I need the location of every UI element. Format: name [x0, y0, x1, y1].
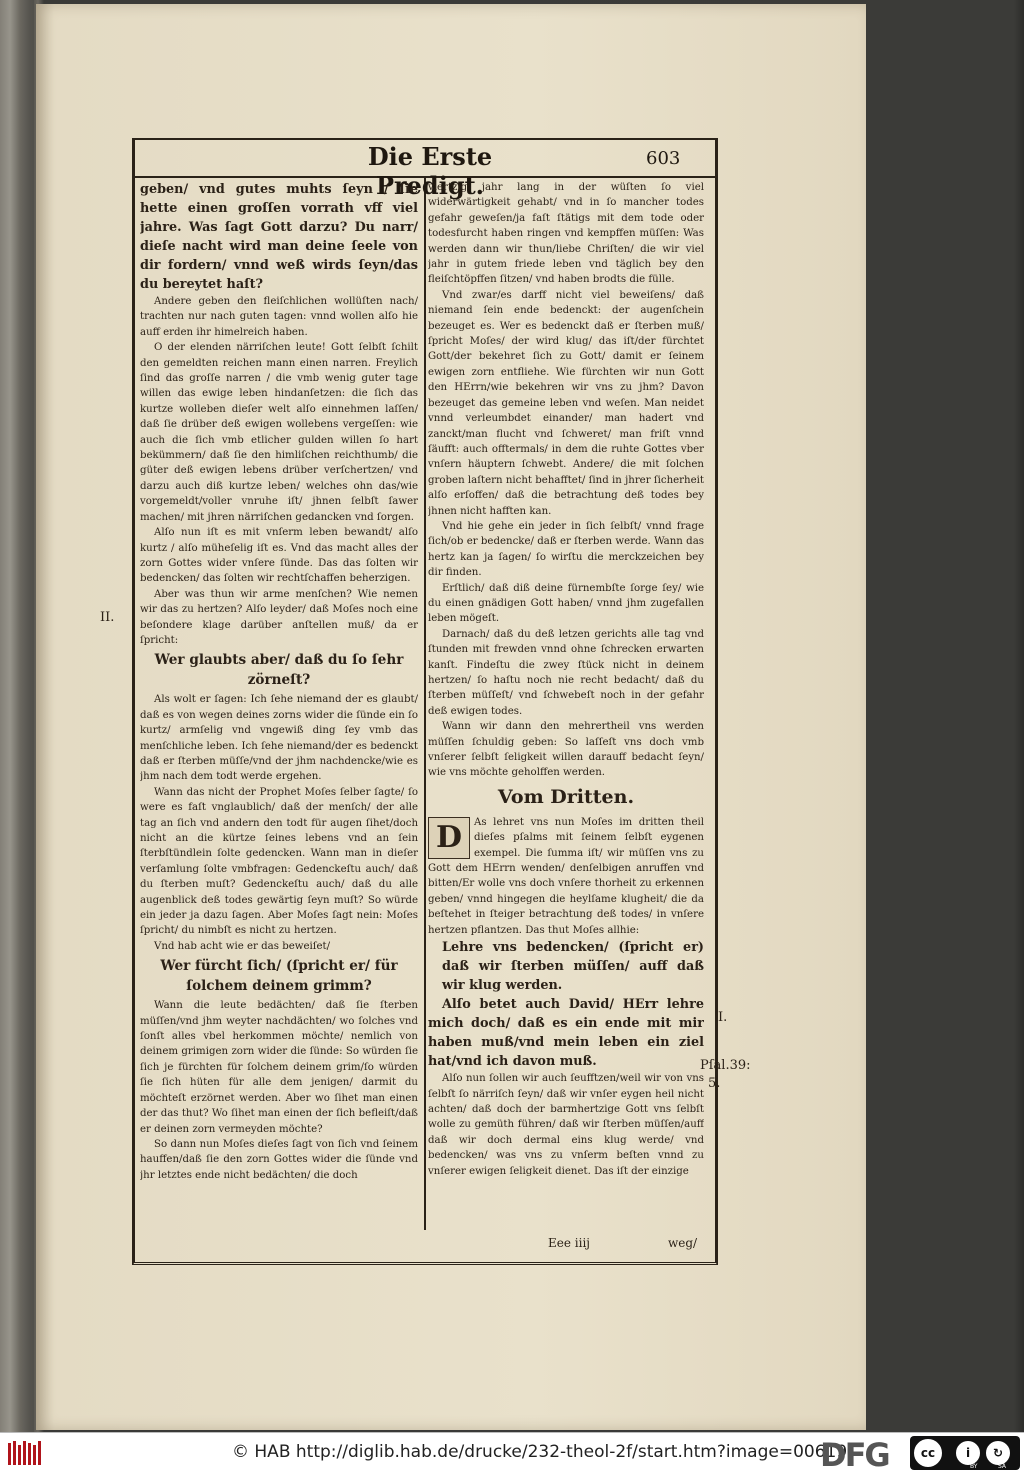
- paragraph: Aber was thun wir arme menſchen? Wie nemen wir das zu hertzen? Alſo leyder/ daß Moſes noch eine beſondere klage darüber anſtellen muß/ da er ſpricht:: [140, 588, 418, 646]
- signature-mark: Eee iiij: [548, 1236, 591, 1250]
- left-column: [140, 180, 418, 1228]
- paragraph: O der elenden närriſchen leute! Gott ſelbſt ſchilt den gemeldten reichen mann einen narren. Freylich ſind das groſſe narren / die vmb wenig guter tage willen das ewige leben hindanſetzen: die ſich das kurtze wolleben dieſer welt alſo einnehmen laſſen/ daß ſie drüber deß ewigen wollebens vergeſſen: wie auch die ſich vmb etlicher gulden willen ſo hart bekümmern/ daß ſie den himliſchen reichthumb/ die güter deß ewigen lebens drüber verſchertzen/ vnd darzu auch diß kurtze leben/ welches ohn das/wie vorgemeldt/voller vnruhe iſt/ jhnen ſelbſt ſawer machen/ mit jhren närriſchen gedancken vnd ſorgen.: [140, 342, 418, 523]
- attribution-icon: i: [956, 1441, 980, 1465]
- margin-note-psalm: Pſal.39:: [700, 1058, 751, 1073]
- dfg-logo: DFG: [820, 1436, 889, 1474]
- margin-note-psalm-verse: 5.: [708, 1076, 721, 1091]
- margin-note-I: I.: [718, 1010, 728, 1025]
- sa-label: SA: [998, 1463, 1007, 1470]
- paragraph: Alſo nun iſt es mit vnſerm leben bewandt/ alſo kurtz / alſo müheſelig iſt es. Vnd das macht alles der zorn Gottes wider vnſere ſünde. Das das ſolten wir bedencken/ das ſolten wir rechtſchaffen beherzigen.: [140, 527, 418, 585]
- paragraph: Erſtlich/ daß diß deine fürnembſte ſorge ſey/ wie du einen gnädigen Gott haben/ vnnd jhm zugefallen leben mögeſt.: [428, 582, 704, 625]
- paragraph: geben/ vnd gutes muhts ſeyn / ſie hette einen groſſen vorrath vff viel jahre. Was ſagt Gott darzu? Du narr/ dieſe nacht wird man deine ſeele von dir fordern/ vnnd weß wirds ſeyn/das du bereytet haſt?: [140, 182, 418, 292]
- viewer-footer: [0, 1432, 1024, 1474]
- paragraph: Als wolt er ſagen: Ich ſehe niemand der es glaubt/ daß es von wegen deines zorns wider die ſünde ein ſo kurtz/ armſelig vnd vngewiß ding ſey vmb das menſchliche leben. Ich ſehe niemand/der es bedenckt daß er ſterben müſſe/vnd der jhm nachdencke/wie es jhm nach dem todt werde ergehen.: [140, 694, 418, 783]
- section-title: Vom Dritten.: [497, 785, 635, 808]
- catchword: weg/: [668, 1236, 698, 1250]
- running-head: Die Erste Predigt.: [367, 142, 493, 200]
- paragraph: Wann wir dann den mehrertheil vns werden müſſen ſchuldig geben: So laſſeſt vns doch vmb vnſerer ſelbſt ſeligkeit willen darauff bedacht ſeyn/ wie vns möchte geholffen werden.: [428, 721, 704, 779]
- citation-link[interactable]: © HAB http://diglib.hab.de/drucke/232-theol-2f/start.htm?image=00619: [232, 1442, 848, 1462]
- paragraph: So dann nun Moſes dieſes ſagt von ſich vnd ſeinem hauffen/daß ſie den zorn Gottes wider die ſünde vnd jhr letztes ende nicht bedächten/ die doch: [140, 1138, 418, 1181]
- by-label: BY: [970, 1463, 978, 1470]
- paragraph: viertzig jahr lang in der wüſten ſo viel widerwärtigkeit gehabt/ vnd in ſo mancher todes gefahr geweſen/ja faſt ſtätigs mit dem tode oder todesfurcht haben ringen vnd kempffen müſſen: Was werden dann wir thun/liebe Chriſten/ die wir viel jahr in gutem friede leben vnd täglich bey den fleiſchtöpffen ſitzen/ vnd haben brodts die fülle.: [428, 182, 704, 286]
- paragraph: Lehre vns bedencken/ (ſpricht er) daß wir ſterben müſſen/ auff daß wir klug werden.: [442, 940, 704, 994]
- cc-icon: cc: [914, 1439, 942, 1467]
- paragraph: Vnd hie gehe ein jeder in ſich ſelbſt/ vnnd frage ſich/ob er bedencke/ daß er ſterben werde. Wann das hertz kan ja ſagen/ ſo wirſtu die merckzeichen bey dir finden.: [428, 520, 704, 579]
- paragraph: Vnd hab acht wie er das beweiſet/: [154, 940, 331, 952]
- paragraph-text: As lehret vns nun Moſes im dritten theil dieſes pſalms mit ſeinem ſelbſt eygenen exempel. Die ſumma iſt/ wir müſſen vns zu Gott dem HErrn wenden/ denſelbigen anruffen vnd bitten/Er wolle vns doch vnſere thorheit zu erkennen geben/ vnnd hingegen die heylſame klugheit/ die da beſtehet in ſteiger betrachtung deß todes/ in vnſere hertzen pflantzen. Das thut Moſes allhie:: [428, 816, 704, 936]
- hab-logo-icon: [6, 1437, 46, 1469]
- binding-edge: [0, 0, 34, 1432]
- cc-license-badge[interactable]: [910, 1436, 1020, 1470]
- paragraph: Vnd zwar/es darff nicht viel beweiſens/ daß niemand ſein ende bedenckt: der augenſchein bezeuget es. Wer es bedenckt daß er ſterben muß/ ſpricht Moſes/ der wird klug/ das iſt/der fürchtet Gott/der bekehret ſich zu Gott/ damit er ſeinem ewigen zorn entfliehe. Wie fürchten wir nun Gott den HErrn/wie bekehren wir vns zu jhm? Davon bezeuget das gemeine leben vnd weſen. Man neidet vnnd verleumbdet einander/ man hadert vnd zanckt/man flucht vnd ſchweret/ man friſt vnnd ſäufft: auch offtermals/ in dem die ruhte Gottes vber vnſern häuptern ſchwebt. Andere/ die mit ſolchen groben laſtern nicht behafftet/ ſind in jhrer ſicherheit alſo erſoffen/ daß die betrachtung deß todes bey jhnen nicht hafften kan.: [428, 289, 704, 517]
- paragraph: Wer glaubts aber/ daß du ſo ſehr zörneſt?: [154, 652, 404, 689]
- right-column: [428, 180, 704, 1228]
- paragraph: Andere geben den fleiſchlichen wollüſten nach/ trachten nur nach guten tagen: vnnd wollen alſo hie auff erden ihr himelreich haben.: [140, 296, 418, 338]
- column-rule: [424, 178, 426, 1230]
- share-alike-icon: ↻: [986, 1441, 1010, 1465]
- margin-note-II: II.: [100, 610, 115, 625]
- drop-cap: D: [428, 817, 470, 859]
- paragraph: Alſo betet auch David/ HErr lehre mich doch/ daß es ein ende mit mir haben muß/vnd mein leben ein ziel hat/vnd ich davon muß.: [428, 997, 704, 1070]
- paragraph: [428, 815, 704, 938]
- page-number: 603: [646, 148, 681, 169]
- paragraph: Wann das nicht der Prophet Moſes ſelber ſagte/ ſo were es faſt vnglaublich/ daß der menſch/ der alle tag an ſich vnd andern den todt für augen ſihet/doch nicht an die kürtze ſeines lebens vnd an ſein ſterbſtündlein ſolte gedencken. Wann man in dieſer verſamlung ſolte vmbfragen: Gedenckeſtu auch/ daß du ſterben muſt? Gedenckeſtu auch/ daß du alle augenblick deß todes gewärtig ſeyn muſt? So würde ein jeder ja dazu ſagen. Aber Moſes ſagt nein: Moſes ſpricht/ du nimbſt es nicht zu hertzen.: [140, 786, 418, 937]
- paragraph: Wann die leute bedächten/ daß ſie ſterben müſſen/vnd jhm weyter nachdächten/ wo ſolches vnd ſonſt alles vbel herkommen möchte/ nemlich von deinem grimigen zorn wider die ſünde: So würden ſie ſich je fürchten für ſolchem deinem grim/ſo würden ſie ſich hüten für alle dem jenigen/ darmit du möchteſt erzörnet werden. Aber wo ſihet man einen der das thut? Wo ſihet man einen der ſich befleiſt/daß er deinen zorn vermeyden möchte?: [140, 1000, 418, 1135]
- paragraph: Alſo nun ſollen wir auch ſeufftzen/weil wir von vns ſelbſt ſo närriſch ſeyn/ daß wir vnſer eygen heil nicht achten/ daß doch der barmhertzige Gott vns ſelbſt wolle zu gemüth führen/ daß wir ſterben müſſen/auff daß wir doch dermal eins klug werde/ vnd bedencken/ was vns zu vnſerm beſten vnnd zu vnſerer ewigen ſeligkeit dienet. Das iſt der einzige: [428, 1073, 704, 1177]
- paragraph: Wer fürcht ſich/ (ſpricht er/ für ſolchem deinem grimm?: [160, 958, 398, 995]
- paragraph: Darnach/ daß du deß letzen gerichts alle tag vnd ſtunden mit frewden vnnd ohne ſchrecken erwarten kanſt. Findeſtu die zwey ſtück nicht in deinem hertzen/ ſo haſtu noch nie recht bedacht/ daß du ſterben müſſeſt/ vnd ſchwebeſt noch in der gefahr deß ewigen todes.: [428, 628, 704, 717]
